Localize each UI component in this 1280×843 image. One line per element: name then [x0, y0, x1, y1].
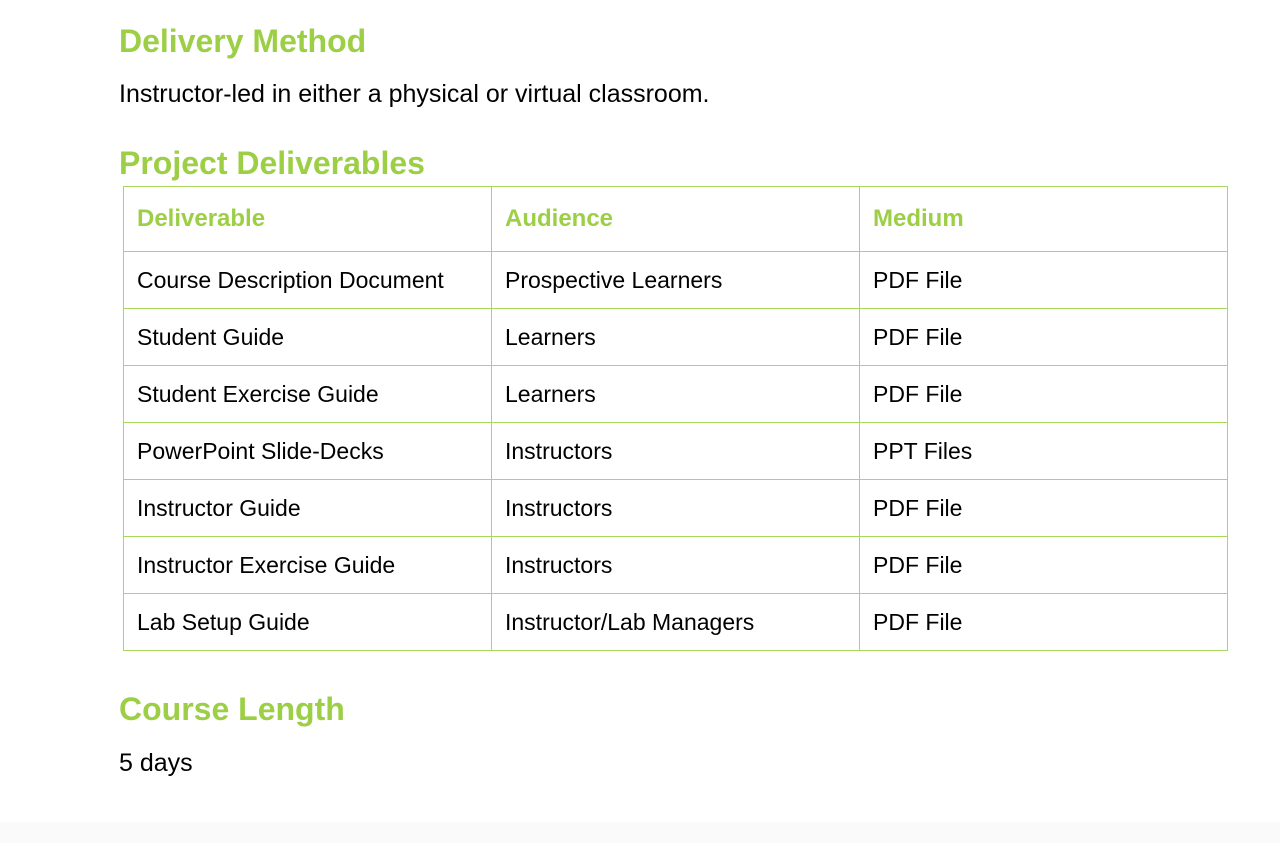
column-header-deliverable: Deliverable: [124, 187, 492, 252]
medium-cell: PDF File: [860, 252, 1228, 309]
table-row: [124, 537, 1228, 594]
audience-cell: Instructors: [492, 423, 860, 480]
medium-cell: PDF File: [860, 366, 1228, 423]
page-bottom-band: [0, 822, 1280, 843]
audience-cell: Learners: [492, 366, 860, 423]
deliverable-cell: PowerPoint Slide-Decks: [124, 423, 492, 480]
medium-cell: PDF File: [860, 537, 1228, 594]
course-length-heading: Course Length: [119, 691, 345, 727]
deliverable-cell: Student Exercise Guide: [124, 366, 492, 423]
deliverable-cell: Instructor Guide: [124, 480, 492, 537]
deliverables-table: [123, 186, 1228, 651]
course-length-text: 5 days: [119, 749, 193, 777]
table-row: [124, 309, 1228, 366]
deliverable-cell: Course Description Document: [124, 252, 492, 309]
table-row: [124, 423, 1228, 480]
table-row: [124, 366, 1228, 423]
medium-cell: PDF File: [860, 309, 1228, 366]
deliverable-cell: Lab Setup Guide: [124, 594, 492, 651]
deliverable-cell: Student Guide: [124, 309, 492, 366]
medium-cell: PDF File: [860, 594, 1228, 651]
delivery-method-heading: Delivery Method: [119, 23, 367, 59]
column-header-audience: Audience: [492, 187, 860, 252]
audience-cell: Instructors: [492, 537, 860, 594]
deliverable-cell: Instructor Exercise Guide: [124, 537, 492, 594]
table-row: [124, 252, 1228, 309]
column-header-medium: Medium: [860, 187, 1228, 252]
project-deliverables-heading: Project Deliverables: [119, 145, 425, 181]
medium-cell: PDF File: [860, 480, 1228, 537]
medium-cell: PPT Files: [860, 423, 1228, 480]
audience-cell: Instructor/Lab Managers: [492, 594, 860, 651]
table-header-row: [124, 187, 1228, 252]
table-row: [124, 480, 1228, 537]
audience-cell: Learners: [492, 309, 860, 366]
audience-cell: Prospective Learners: [492, 252, 860, 309]
table-row: [124, 594, 1228, 651]
delivery-method-text: Instructor-led in either a physical or virtual classroom.: [119, 80, 710, 108]
audience-cell: Instructors: [492, 480, 860, 537]
